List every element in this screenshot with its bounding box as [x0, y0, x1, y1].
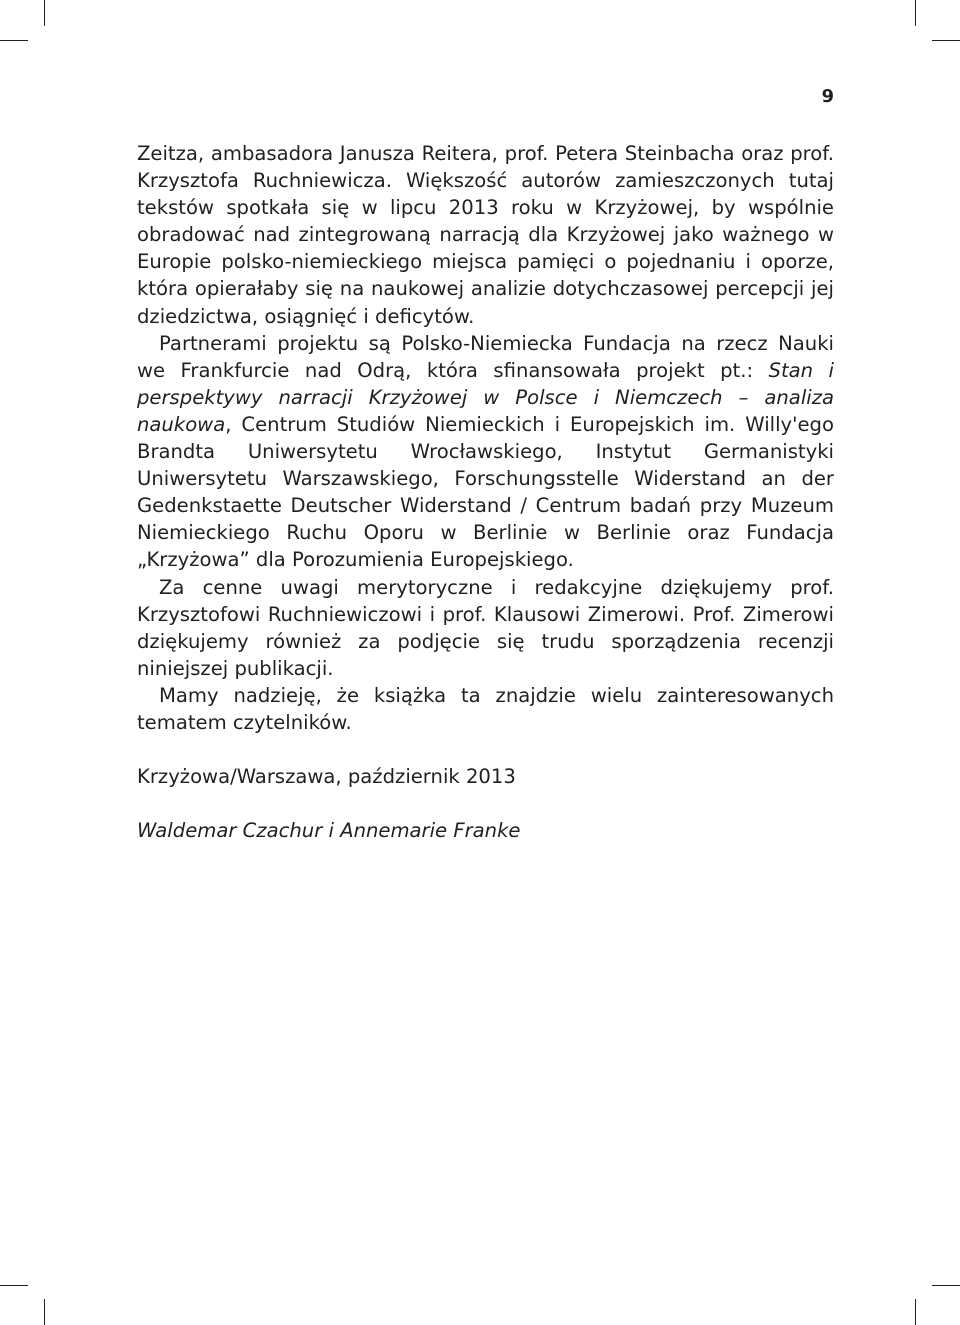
crop-mark-top-left-h: [0, 40, 28, 41]
project-title: Stan i perspektywy narracji Krzyżowej w Polsce i Niemczech – analiza naukowa: [137, 358, 835, 436]
body-text: [137, 140, 834, 844]
crop-mark-top-left-v: [44, 0, 45, 26]
paragraph-2-end: , Centrum Studiów Niemieckich i Europejskich im. Willy'ego Brandta Uniwersytetu Wrocławskiego, Instytut Germanistyki Uniwersytetu Warszawskiego, Forschungsstelle Widerstand an der Gedenkstaette Deutscher Widerstand / Centrum badań przy Muzeum Niemieckiego Ruchu Oporu w Berlinie w Berlinie oraz Fundacja „Krzyżowa” dla Porozumienia Europejskiego.: [137, 412, 834, 572]
crop-mark-top-right-h: [932, 40, 960, 41]
crop-mark-top-right-v: [915, 0, 916, 26]
paragraph-3: Za cenne uwagi merytoryczne i redakcyjne dziękujemy prof. Krzysztofowi Ruchniewiczowi i prof. Klausowi Zimerowi. Prof. Zimerowi dziękujemy również za podjęcie się trudu sporządzenia recenzji niniejszej publikacji.: [137, 575, 834, 680]
page-number: 9: [821, 86, 834, 107]
signature: Waldemar Czachur i Annemarie Franke: [137, 819, 521, 843]
crop-mark-bottom-left-h: [0, 1285, 28, 1286]
paragraph-2: [137, 330, 834, 574]
place-date: Krzyżowa/Warszawa, październik 2013: [137, 765, 516, 789]
paragraph-2-start: Partnerami projektu są Polsko-Niemiecka Fundacja na rzecz Nauki we Frankfurcie nad Odrą, która sfinansowała projekt pt.:: [137, 331, 834, 382]
crop-mark-bottom-right-h: [932, 1285, 960, 1286]
paragraph-1: Zeitza, ambasadora Janusza Reitera, prof. Petera Steinbacha oraz prof. Krzysztofa Ruchniewicza. Większość autorów zamieszczonych tutaj tekstów spotkała się w lipcu 2013 roku w Krzyżowej, by wspólnie obradować nad zintegrowaną narracją dla Krzyżowej jako ważnego w Europie polsko-niemieckiego miejsca pamięci o pojednaniu i oporze, która opierałaby się na naukowej analizie dotychczasowej percepcji jej dziedzictwa, osiągnięć i deficytów.: [137, 142, 834, 328]
crop-mark-bottom-right-v: [915, 1299, 916, 1325]
paragraph-4: Mamy nadzieję, że książka ta znajdzie wielu zainteresowanych tematem czytelników.: [137, 683, 834, 734]
crop-mark-bottom-left-v: [44, 1299, 45, 1325]
